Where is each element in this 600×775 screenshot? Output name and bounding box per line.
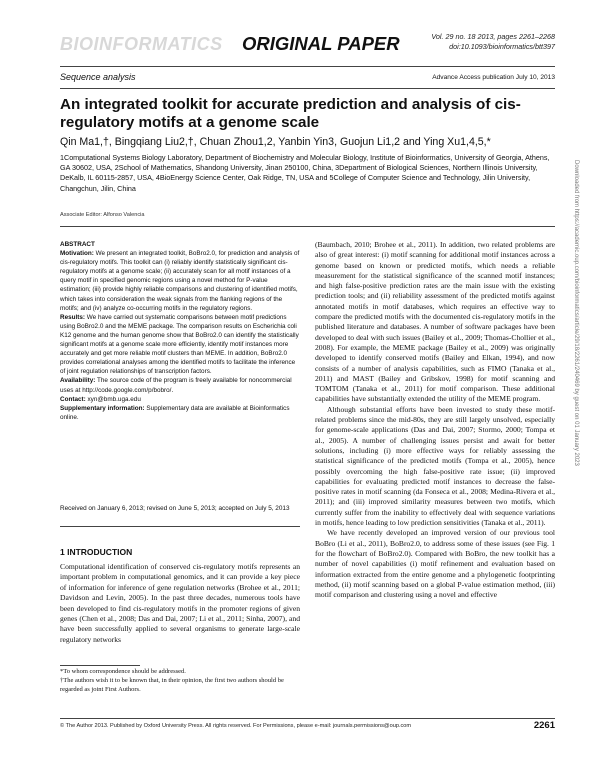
contact-label: Contact:: [60, 395, 86, 403]
associate-editor: Associate Editor: Alfonso Valencia: [60, 212, 145, 218]
abstract-supplementary: [60, 404, 300, 422]
author-list: Qin Ma1,†, Bingqiang Liu2,†, Chuan Zhou1,2, Yanbin Yin3, Guojun Li1,2 and Ying Xu1,4,5,*: [60, 136, 491, 148]
citation-volume: Vol. 29 no. 18 2013, pages 2261–2268: [431, 32, 555, 41]
footer-rule: [60, 718, 555, 719]
affiliations: 1Computational Systems Biology Laboratory, Department of Biochemistry and Molecular Biology, Institute of Bioinformatics, University of Georgia, Athens, GA 30602, USA, 2School of Mathematics, Shandong University, Jinan 250100, China, 3Department of Biological Sciences, Northern Illinois University, DeKalb, IL 60115-2857, USA, 4BioEnergy Science Center, Oak Ridge, TN, USA and 5College of Computer Science and Technology, Jilin University, Changchun, Jilin, China: [60, 153, 550, 193]
footnote-correspondence: *To whom correspondence should be addressed.: [60, 668, 186, 675]
contact-email[interactable]: xyn@bmb.uga.edu: [87, 395, 141, 403]
intro-paragraph: Computational identification of conserved cis-regulatory motifs represents an important problem in computational genomics, and it can provide a key piece of information for inference of gene regulation networks (Brohee et al., 2011; Davidson and Levin, 2005). In the past three decades, numerous tools have been developed to find cis-regulatory motifs in the promoter regions of given genes (Chen et al., 2008; Das and Dai, 2007; Li et al., 2011; Sinha, 2007), and have been successfully applied to several organisms to generate large-scale regulatory networks: [60, 562, 300, 644]
abstract-availability: [60, 376, 300, 394]
paper-title: An integrated toolkit for accurate prediction and analysis of cis-regulatory motifs at a genome scale: [60, 96, 521, 131]
results-text: We have carried out systematic comparisons between motif predictions using BoBro2.0 and the MEME package. The comparison results on Escherichia coli K12 genome and the human genome show that BoBro2.0 can identify the statistically significant motifs at a genome scale more efficiently, identify motif instances more accurately and get more reliable motif clusters than MEME. In addition, BoBro2.0 provides correlational analyses among the identified motifs to facilitate the inference of joint regulation relationships of transcription factors.: [60, 313, 299, 376]
abstract-heading: ABSTRACT: [60, 241, 95, 248]
abstract-rule: [60, 526, 300, 527]
right-paragraph-2: Although substantial efforts have been invested to study these motif-related problems since the mid-80s, they are still largely unsolved, especially for genome-scale applications (Das and Dai, 2007; Stormo, 2000; Tompa et al., 2005). A number of challenging issues persist and await for better solutions, including (i) more effective ways for reliably assessing the statistical significance of the predicted motifs (Tompa et al., 2005), hence possibly overcoming the high false-positive rate issue; (ii) improved capabilities for evaluating predicted motif instances to decrease the false-positive rates in motif scanning (da Fonseca et al., 2008; Medina-Rivera et al., 2011); and (iii) improved similarity measures between two motifs, which currently suffer from the inability to effectively deal with sequence variations in motifs, hence leading to low prediction sensitivities (Tanaka et al., 2011).: [315, 404, 555, 528]
copyright-footer: © The Author 2013. Published by Oxford University Press. All rights reserved. For Permissions, please e-mail: journals.permissions@oup.com: [60, 723, 412, 729]
availability-text: The source code of the program is freely available for noncommercial uses at http://code.google.com/p/bobro/.: [60, 377, 292, 394]
motivation-text: We present an integrated toolkit, BoBro2.0, for prediction and analysis of cis-regulatory motifs. This toolkit can (i) reliably identify statistically significant cis-regulatory motifs at a genome scale; (ii) accurately scan for all motif instances of a query motif in specified genomic regions using a novel method for P-value estimation; (iii) provide highly reliable comparisons and clustering of identified motifs, which takes into consideration the weak signals from the flanking regions of the motifs; and (iv) analyze co-occurring motifs in the regulatory regions.: [60, 250, 300, 312]
right-column: [315, 240, 555, 600]
abstract-motivation: [60, 249, 300, 313]
abstract: [60, 240, 300, 422]
availability-label: Availability:: [60, 377, 96, 385]
motivation-label: Motivation:: [60, 250, 94, 258]
supplementary-text: Supplementary data are available at Bioinformatics online.: [60, 404, 290, 421]
section-name: Sequence analysis: [60, 72, 136, 82]
received-dates: Received on January 6, 2013; revised on June 5, 2013; accepted on July 5, 2013: [60, 505, 290, 512]
journal-header: [60, 30, 555, 66]
citation-doi: doi:10.1093/bioinformatics/btt397: [449, 42, 555, 51]
intro-heading: 1 INTRODUCTION: [60, 547, 133, 557]
footnotes: [60, 668, 300, 695]
right-paragraph-3: We have recently developed an improved version of our previous tool BoBro (Li et al., 2011), BoBro2.0, to address some of these issues (see Fig. 1 for the flowchart of BoBro2.0). Compared with BoBro, the new toolkit has a number of novel capabilities (i) motif refinement and evaluation based on information extracted from the entire genome and a phylogenetic footprinting method, (ii) motif scanning based on a global P-value estimation method, (iii) motif comparison and clustering using a novel and effective: [315, 528, 555, 600]
download-watermark: Downloaded from https://academic.oup.com/bioinformatics/article/29/18/2261/240469 by guest on 01 January 2023: [573, 160, 579, 466]
abstract-results: [60, 313, 300, 377]
paper-type: ORIGINAL PAPER: [242, 33, 400, 54]
footnote-rule: [60, 665, 140, 666]
supplementary-label: Supplementary information:: [60, 404, 145, 412]
journal-name: BIOINFORMATICS: [60, 34, 223, 54]
right-paragraph-1: (Baumbach, 2010; Brohee et al., 2011). In addition, two related problems are also of great interest: (i) motif scanning for additional motif instances across a genome based on known or predicted motifs, which needs a reliable measurement for the statistical significance of the scanned motif instances; and high false-positive prediction rates are the main issue with the existing prediction tools; and (ii) reliability assessment of the predicted motifs against annotated motifs in motif databases, which requires an effective way to compare the predicted motifs with the documented cis-regulatory motifs in the published literature and databases. A number of software packages have been developed to deal with such issues (Bailey et al., 2009; Thomas-Chollier et al., 2008). For example, the MEME package (Bailey et al., 2009) was originally developed to identify conserved motifs (Bailey and Elkan, 1994), and now consists of a number of analysis capabilities, such as FIMO (Tanaka et al., 2011) and MAST (Bailey and Gribskov, 1998) for motif scanning and TOMTOM (Tanaka et al., 2011) for motif comparison. These additional capabilities have substantially extended the utility of the MEME program.: [315, 240, 555, 404]
advance-access: Advance Access publication July 10, 2013: [432, 74, 555, 81]
citation-info: [431, 32, 555, 52]
results-label: Results:: [60, 313, 86, 321]
section-rule: [60, 88, 555, 89]
title-block-rule: [60, 226, 555, 227]
footnote-joint-authors: †The authors wish it to be known that, in their opinion, the first two authors should be regarded as joint First Authors.: [60, 676, 284, 693]
abstract-contact: [60, 395, 300, 404]
header-rule: [60, 66, 555, 67]
page-number: 2261: [533, 720, 555, 731]
